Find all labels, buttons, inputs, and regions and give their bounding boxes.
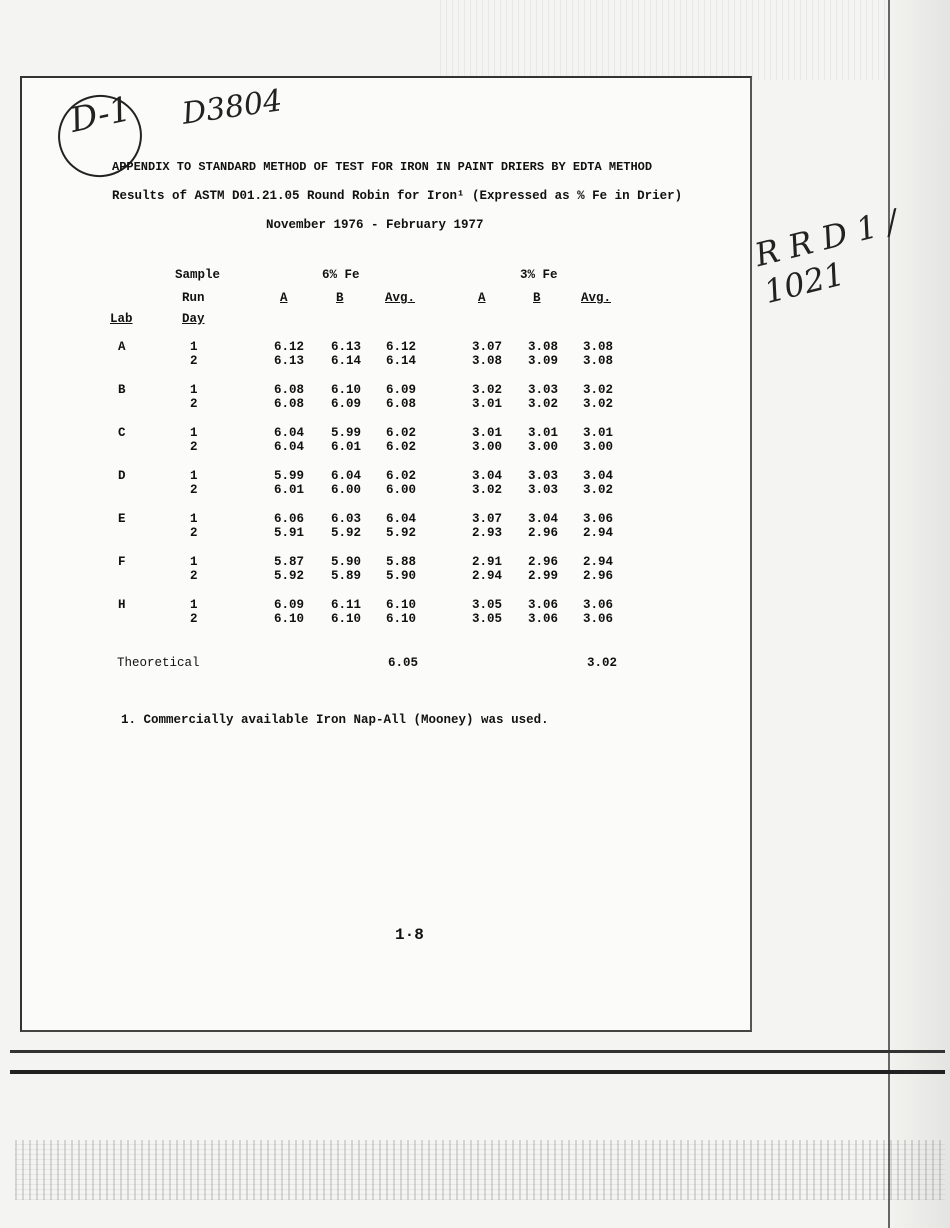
- table-cell: 6.02: [386, 440, 417, 454]
- table-cell: 3.06: [583, 612, 614, 626]
- run-day: 1: [190, 426, 198, 440]
- table-cell: 6.10: [331, 383, 362, 397]
- table-cell: 3.00: [528, 440, 559, 454]
- run-day: 1: [190, 469, 198, 483]
- table-cell: 3.09: [528, 354, 559, 368]
- header-sample: Sample: [175, 268, 221, 282]
- lab-name: C: [118, 426, 126, 440]
- table-cell: 3.02: [583, 397, 614, 411]
- table-cell: 2.91: [472, 555, 503, 569]
- table-cell: 6.11: [331, 598, 362, 612]
- table-cell: 6.01: [274, 483, 305, 497]
- table-cell: 6.02: [386, 469, 417, 483]
- table-cell: 6.02: [386, 426, 417, 440]
- table-cell: 3.03: [528, 469, 559, 483]
- table-cell: 5.89: [331, 569, 362, 583]
- table-cell: 3.06: [528, 598, 559, 612]
- table-cell: 6.00: [331, 483, 362, 497]
- table-cell: 3.07: [472, 340, 503, 354]
- table-cell: 6.10: [274, 612, 305, 626]
- scanner-edge: [888, 0, 950, 1228]
- table-cell: 3.01: [528, 426, 559, 440]
- header-day: Day: [182, 312, 205, 326]
- scan-noise-bottom: [15, 1140, 945, 1200]
- table-cell: 3.04: [583, 469, 614, 483]
- document-title: APPENDIX TO STANDARD METHOD OF TEST FOR IRON IN PAINT DRIERS BY EDTA METHOD: [112, 160, 653, 174]
- table-cell: 5.90: [331, 555, 362, 569]
- table-cell: 6.08: [274, 397, 305, 411]
- table-cell: 2.94: [583, 555, 614, 569]
- header-3fe: 3% Fe: [520, 268, 558, 282]
- table-cell: 2.96: [528, 526, 559, 540]
- handwritten-code: D3804: [180, 83, 285, 132]
- table-cell: 6.03: [331, 512, 362, 526]
- table-cell: 2.94: [472, 569, 503, 583]
- scan-rule: [10, 1070, 945, 1074]
- page-number: 1·8: [395, 926, 424, 944]
- theoretical-label: Theoretical: [117, 656, 200, 670]
- table-cell: 3.08: [583, 354, 614, 368]
- header-3-avg: Avg.: [581, 291, 612, 305]
- table-cell: 6.08: [386, 397, 417, 411]
- lab-name: D: [118, 469, 126, 483]
- table-cell: 2.96: [583, 569, 614, 583]
- table-cell: 2.99: [528, 569, 559, 583]
- table-cell: 6.04: [331, 469, 362, 483]
- table-cell: 3.08: [583, 340, 614, 354]
- table-cell: 6.10: [331, 612, 362, 626]
- lab-name: H: [118, 598, 126, 612]
- table-cell: 3.04: [472, 469, 503, 483]
- table-cell: 3.03: [528, 483, 559, 497]
- header-6-avg: Avg.: [385, 291, 416, 305]
- table-cell: 5.99: [331, 426, 362, 440]
- run-day: 2: [190, 526, 198, 540]
- table-cell: 3.01: [472, 426, 503, 440]
- run-day: 2: [190, 569, 198, 583]
- run-day: 2: [190, 397, 198, 411]
- table-cell: 3.02: [472, 383, 503, 397]
- table-cell: 2.93: [472, 526, 503, 540]
- table-cell: 6.12: [274, 340, 305, 354]
- table-cell: 3.01: [583, 426, 614, 440]
- table-cell: 2.94: [583, 526, 614, 540]
- table-cell: 3.03: [528, 383, 559, 397]
- document-subtitle: Results of ASTM D01.21.05 Round Robin for Iron¹ (Expressed as % Fe in Drier): [112, 189, 683, 203]
- table-cell: 5.87: [274, 555, 305, 569]
- run-day: 1: [190, 340, 198, 354]
- table-cell: 6.04: [274, 440, 305, 454]
- table-cell: 6.10: [386, 598, 417, 612]
- table-cell: 6.09: [386, 383, 417, 397]
- table-cell: 5.92: [331, 526, 362, 540]
- table-cell: 5.88: [386, 555, 417, 569]
- table-cell: 3.06: [583, 598, 614, 612]
- run-day: 1: [190, 555, 198, 569]
- lab-name: B: [118, 383, 126, 397]
- header-run: Run: [182, 291, 205, 305]
- date-range: November 1976 - February 1977: [266, 218, 484, 232]
- header-3-b: B: [533, 291, 541, 305]
- scan-noise-top: [440, 0, 950, 80]
- table-cell: 6.09: [274, 598, 305, 612]
- table-cell: 3.06: [583, 512, 614, 526]
- table-cell: 6.08: [274, 383, 305, 397]
- handwritten-side-note: R R D 1 / 1021: [751, 202, 902, 312]
- table-cell: 6.09: [331, 397, 362, 411]
- run-day: 2: [190, 483, 198, 497]
- table-cell: 5.99: [274, 469, 305, 483]
- table-cell: 3.01: [472, 397, 503, 411]
- table-cell: 3.02: [528, 397, 559, 411]
- table-cell: 6.13: [274, 354, 305, 368]
- table-cell: 6.04: [274, 426, 305, 440]
- lab-name: A: [118, 340, 126, 354]
- table-cell: 6.14: [386, 354, 417, 368]
- theoretical-3-avg: 3.02: [587, 656, 618, 670]
- table-cell: 3.00: [472, 440, 503, 454]
- table-cell: 6.01: [331, 440, 362, 454]
- scan-rule: [10, 1050, 945, 1053]
- table-cell: 3.02: [583, 483, 614, 497]
- table-cell: 3.05: [472, 598, 503, 612]
- table-cell: 6.14: [331, 354, 362, 368]
- table-cell: 5.92: [274, 569, 305, 583]
- theoretical-6-avg: 6.05: [388, 656, 419, 670]
- table-cell: 3.02: [472, 483, 503, 497]
- footnote: 1. Commercially available Iron Nap-All (Mooney) was used.: [121, 713, 549, 727]
- lab-name: F: [118, 555, 126, 569]
- table-cell: 6.12: [386, 340, 417, 354]
- header-6-b: B: [336, 291, 344, 305]
- table-cell: 3.00: [583, 440, 614, 454]
- table-cell: 5.90: [386, 569, 417, 583]
- table-cell: 3.02: [583, 383, 614, 397]
- table-cell: 6.10: [386, 612, 417, 626]
- table-cell: 6.06: [274, 512, 305, 526]
- handwritten-circled-mark: D-1: [66, 89, 135, 141]
- table-cell: 6.04: [386, 512, 417, 526]
- run-day: 2: [190, 612, 198, 626]
- table-cell: 6.00: [386, 483, 417, 497]
- run-day: 1: [190, 383, 198, 397]
- table-cell: 3.08: [472, 354, 503, 368]
- table-cell: 5.92: [386, 526, 417, 540]
- run-day: 2: [190, 440, 198, 454]
- table-cell: 3.07: [472, 512, 503, 526]
- run-day: 1: [190, 512, 198, 526]
- table-cell: 3.05: [472, 612, 503, 626]
- header-6-a: A: [280, 291, 288, 305]
- header-3-a: A: [478, 291, 486, 305]
- table-cell: 5.91: [274, 526, 305, 540]
- lab-name: E: [118, 512, 126, 526]
- table-cell: 3.08: [528, 340, 559, 354]
- header-6fe: 6% Fe: [322, 268, 360, 282]
- header-lab: Lab: [110, 312, 133, 326]
- table-cell: 6.13: [331, 340, 362, 354]
- table-cell: 2.96: [528, 555, 559, 569]
- run-day: 1: [190, 598, 198, 612]
- table-cell: 3.06: [528, 612, 559, 626]
- table-cell: 3.04: [528, 512, 559, 526]
- run-day: 2: [190, 354, 198, 368]
